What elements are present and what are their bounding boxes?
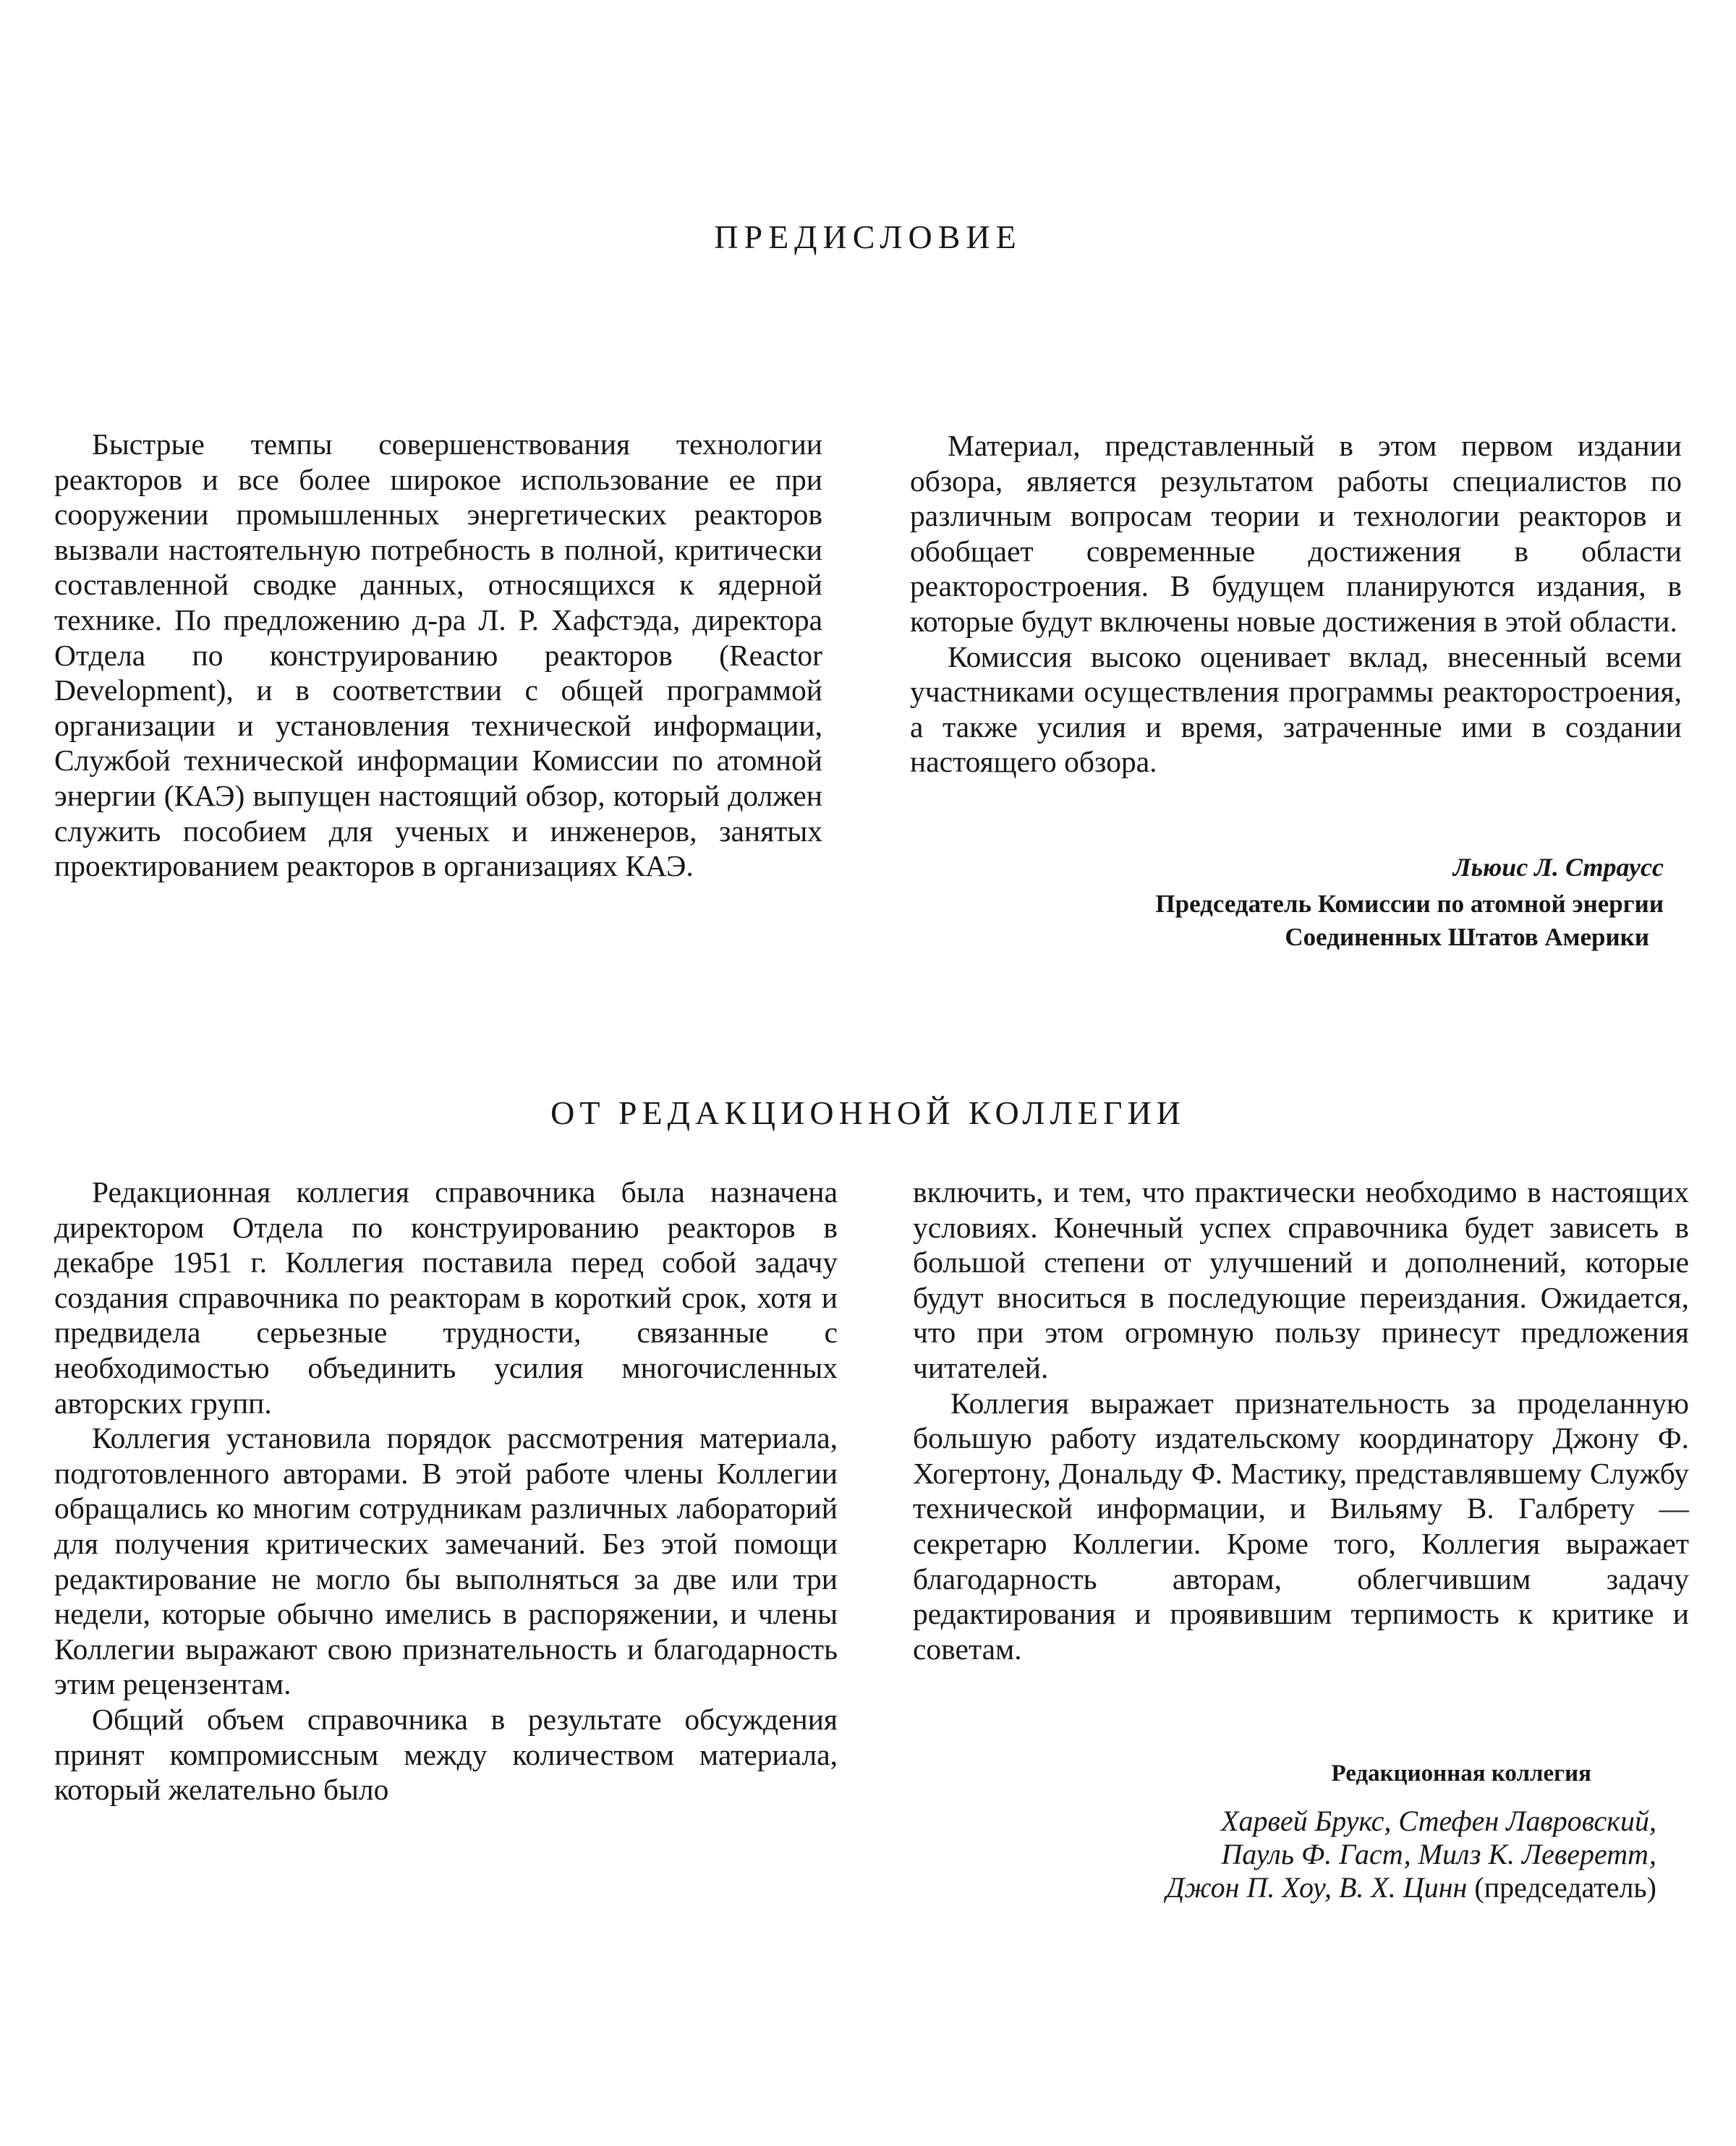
preface-paragraph-1: Быстрые темпы совершенствования технологии реакторов и все более широкое использование ее при сооружении промышленных энергетических реакторов вызвали настоятельную потребность в полной, критически составленной сводке данных, относящихся к ядерной технике. По предложению д-ра Л. Р. Хафстэда, директора Отдела по конструированию реакторов (Reactor Development), и в соответствии с общей программой организации и установления технической информации, Службой технической информации Комиссии по атомной энергии (КАЭ) выпущен настоящий обзор, который должен служить пособием для ученых и инженеров, занятых проектированием реакторов в организациях КАЭ.: [54, 427, 822, 883]
preface-left-column: [54, 427, 822, 884]
editorial-right-column: [913, 1175, 1689, 1666]
editorial-signature-line-1: [984, 1804, 1656, 1839]
editorial-signature-names-3: Джон П. Хоу, В. Х. Цинн: [1165, 1871, 1468, 1904]
editorial-signature-label: Редакционная коллегия: [1331, 1760, 1591, 1787]
editorial-paragraph-1: Редакционная коллегия справочника была назначена директором Отдела по конструированию реакторов в декабре 1951 г. Коллегия поставила перед собой задачу создания справочника по реакторам в короткий срок, хотя и предвидела серьезные трудности, связанные с необходимостью объединить усилия многочисленных авторских групп.: [54, 1175, 838, 1420]
preface-paragraph-2: Материал, представленный в этом первом издании обзора, является результатом работы специалистов по различным вопросам теории и технологии реакторов и обобщает современные достижения в области реакторостроения. В будущем планируются издания, в которые будут включены новые достижения в этой области.: [910, 429, 1682, 638]
editorial-title: ОТ РЕДАКЦИОННОЙ КОЛЛЕГИИ: [550, 1094, 1186, 1131]
editorial-left-column: [54, 1175, 838, 1808]
editorial-signature-line-3: [984, 1870, 1656, 1905]
editorial-paragraph-4: включить, и тем, что практически необходимо в настоящих условиях. Конечный успех справочника будет зависеть в большой степени от улучшений и дополнений, которые будут вноситься в последующие переиздания. Ожидается, что при этом огромную пользу принесут предложения читателей.: [913, 1175, 1689, 1384]
editorial-paragraph-3: Общий объем справочника в результате обсуждения принят компромиссным между количеством материала, который желательно было: [54, 1702, 838, 1807]
preface-paragraph-3: Комиссия высоко оценивает вклад, внесенный всеми участниками осуществления программы реакторостроения, а также усилия и время, затраченные ими в создании настоящего обзора.: [910, 639, 1682, 779]
preface-signature-role: Председатель Комиссии по атомной энергии: [1155, 890, 1664, 918]
preface-title: ПРЕДИСЛОВИЕ: [714, 218, 1022, 255]
preface-signature-country: Соединенных Штатов Америки: [1285, 923, 1649, 951]
editorial-paragraph-5: Коллегия выражает признательность за проделанную большую работу издательскому координатору Джону Ф. Хогертону, Дональду Ф. Мастику, представлявшему Службу технической информации, и Вильяму В. Галбрету — секретарю Коллегии. Кроме того, Коллегия выражает благодарность авторам, облегчившим задачу редактирования и проявившим терпимость к критике и советам.: [913, 1386, 1689, 1666]
editorial-signature-names-1: Харвей Брукс, Стефен Лавровский,: [1221, 1805, 1656, 1837]
editorial-signature-names-2: Пауль Ф. Гаст, Милз К. Леверетт,: [1221, 1838, 1656, 1870]
editorial-paragraph-2: Коллегия установила порядок рассмотрения материала, подготовленного авторами. В этой работе члены Коллегии обращались ко многим сотрудникам различных лабораторий для получения критических замечаний. Без этой помощи редактирование не могло бы выполняться за две или три недели, которые обычно имелись в распоряжении, и члены Коллегии выражают свою признательность и благодарность этим рецензентам.: [54, 1421, 838, 1701]
preface-signature-name: Льюис Л. Страусс: [1452, 853, 1664, 882]
editorial-signature-chair-note: (председатель): [1474, 1871, 1656, 1904]
editorial-signature-line-2: [984, 1837, 1656, 1872]
preface-right-column: [910, 428, 1682, 780]
